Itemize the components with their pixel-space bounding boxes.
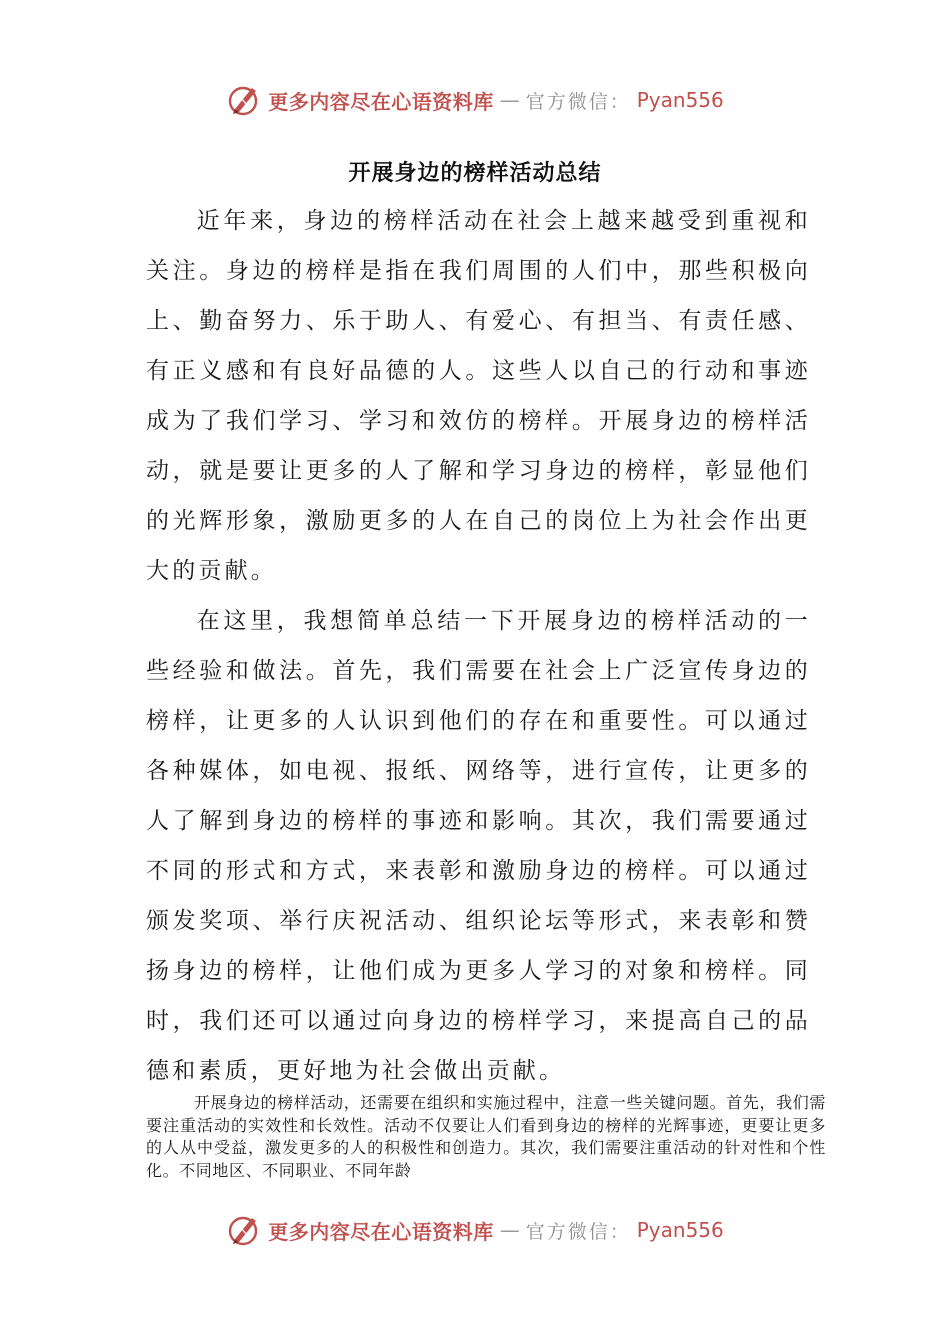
banner-wechat-id: Pyan556 <box>636 88 724 112</box>
banner-main-text: 更多内容尽在心语资料库 <box>268 89 494 114</box>
body-paragraph-2: 在这里，我想简单总结一下开展身边的榜样活动的一些经验和做法。首先，我们需要在社会上广泛宣传身边的榜样，让更多的人认识到他们的存在和重要性。可以通过各种媒体，如电视、报纸、网络等，进行宣传，让更多的人了解到身边的榜样的事迹和影响。其次，我们需要通过不同的形式和方式，来表彰和激励身边的榜样。可以通过颁发奖项、举行庆祝活动、组织论坛等形式，来表彰和赞扬身边的榜样，让他们成为更多人学习的对象和榜样。同时，我们还可以通过向身边的榜样学习，来提高自己的品德和素质，更好地为社会做出贡献。 <box>146 608 811 1084</box>
banner-wechat-id: Pyan556 <box>636 1218 724 1242</box>
pen-logo-icon <box>226 1212 262 1248</box>
banner-wechat-label: 官方微信： <box>525 90 631 113</box>
banner-dash: — <box>499 1218 520 1242</box>
pen-logo-icon <box>226 82 262 118</box>
document-body <box>146 196 811 1096</box>
body-paragraph-1: 近年来，身边的榜样活动在社会上越来越受到重视和关注。身边的榜样是指在我们周围的人们中，那些积极向上、勤奋努力、乐于助人、有爱心、有担当、有责任感、有正义感和有良好品德的人。这些人以自己的行动和事迹成为了我们学习、学习和效仿的榜样。开展身边的榜样活动，就是要让更多的人了解和学习身边的榜样，彰显他们的光辉形象，激励更多的人在自己的岗位上为社会作出更大的贡献。 <box>146 208 811 584</box>
banner-main-text: 更多内容尽在心语资料库 <box>268 1219 494 1244</box>
document-small-section <box>146 1092 826 1182</box>
small-paragraph: 开展身边的榜样活动，还需要在组织和实施过程中，注意一些关键问题。首先，我们需要注重活动的实效性和长效性。活动不仅要让人们看到身边的榜样的光辉事迹，更要让更多的人从中受益，激发更多的人的积极性和创造力。其次，我们需要注重活动的针对性和个性化。不同地区、不同职业、不同年龄 <box>146 1093 826 1180</box>
banner-wechat-label: 官方微信： <box>525 1220 631 1243</box>
footer-banner <box>0 1212 950 1248</box>
document-title: 开展身边的榜样活动总结 <box>348 161 602 186</box>
header-banner <box>0 82 950 118</box>
banner-dash: — <box>499 88 520 112</box>
